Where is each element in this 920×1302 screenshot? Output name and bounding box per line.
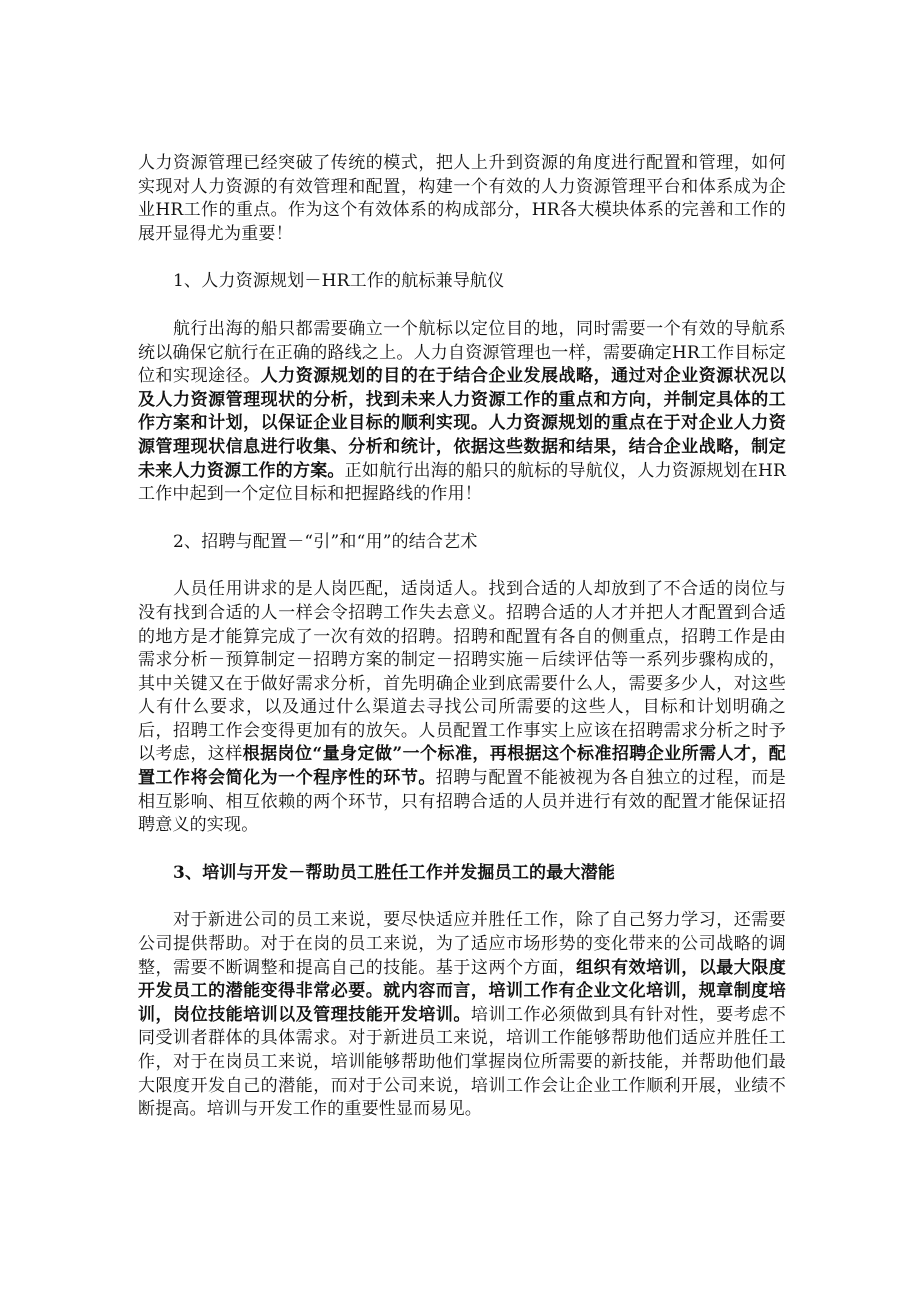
section1-heading: 1、人力资源规划－HR工作的航标兼导航仪 — [173, 271, 505, 292]
section1-text-c: 正如航行出海的船只的航标的导航仪，人力资源规划在HR工作中起到一个定位目标和把握路线的作用！ — [138, 460, 786, 505]
intro-paragraph: 人力资源管理已经突破了传统的模式，把人上升到资源的角度进行配置和管理，如何实现对人力资源的有效管理和配置，构建一个有效的人力资源管理平台和体系成为企业HR工作的重点。作为这个有效体系的构成部分，HR各大模块体系的完善和工作的展开显得尤为重要！ — [138, 153, 786, 244]
section3-paragraph — [138, 909, 786, 1121]
section3-text-c: 培训工作必须做到具有针对性，要考虑不同受训者群体的具体需求。对于新进员工来说，培训工作能够帮助他们适应并胜任工作，对于在岗员工来说，培训能够帮助他们掌握岗位所需要的新技能，并帮助他们最大限度开发自己的潜能，而对于公司来说，培训工作会让企业工作顺利开展，业绩不断提高。培训与开发工作的重要性显而易见。 — [138, 1004, 786, 1120]
section2-text-c: 招聘与配置不能被视为各自独立的过程，而是相互影响、相互依赖的两个环节，只有招聘合适的人员并进行有效的配置才能保证招聘意义的实现。 — [138, 768, 786, 836]
section3-text-bold: 组织有效培训，以最大限度开发员工的潜能变得非常必要。就内容而言，培训工作有企业文化培训，规章制度培训，岗位技能培训以及管理技能开发培训。 — [138, 957, 787, 1025]
section3-text-a: 对于新进公司的员工来说，要尽快适应并胜任工作，除了自己努力学习，还需要公司提供帮助。对于在岗的员工来说，为了适应市场形势的变化带来的公司战略的调整，需要不断调整和提高自己的技能。基于这两个方面， — [138, 910, 786, 978]
section2-text-bold: 根据岗位“量身定做”一个标准，再根据这个标准招聘企业所需人才，配置工作将会简化为一个程序性的环节。 — [138, 744, 786, 789]
section2-paragraph — [138, 578, 786, 838]
section2-heading: 2、招聘与配置－“引”和“用”的结合艺术 — [173, 531, 478, 552]
section3-heading: 3、培训与开发－帮助员工胜任工作并发掘员工的最大潜能 — [173, 862, 616, 883]
section1-paragraph — [138, 318, 786, 507]
document-page — [138, 152, 786, 1122]
section1-text-bold: 人力资源规划的目的在于结合企业发展战略，通过对企业资源状况以及人力资源管理现状的分析，找到未来人力资源工作的重点和方向，并制定具体的工作方案和计划，以保证企业目标的顺利实现。人力资源规划的重点在于对企业人力资源管理现状信息进行收集、分析和统计，依据这些数据和结果，结合企业战略，制定未来人力资源工作的方案。 — [138, 366, 786, 481]
section2-text-a: 人员任用讲求的是人岗匹配，适岗适人。找到合适的人却放到了不合适的岗位与没有找到合适的人一样会令招聘工作失去意义。招聘合适的人才并把人才配置到合适的地方是才能算完成了一次有效的招聘。招聘和配置有各自的侧重点，招聘工作是由需求分析－预算制定－招聘方案的制定－招聘实施－后续评估等一系列步骤构成的，其中关键又在于做好需求分析，首先明确企业到底需要什么人，需要多少人，对这些人有什么要求，以及通过什么渠道去寻找公司所需要的这些人，目标和计划明确之后，招聘工作会变得更加有的放矢。人员配置工作事实上应该在招聘需求分析之时予以考虑，这样 — [138, 579, 786, 765]
section1-text-a: 航行出海的船只都需要确立一个航标以定位目的地，同时需要一个有效的导航系统以确保它航行在正确的路线之上。人力自资源管理也一样，需要确定HR工作目标定位和实现途径。 — [138, 318, 786, 387]
